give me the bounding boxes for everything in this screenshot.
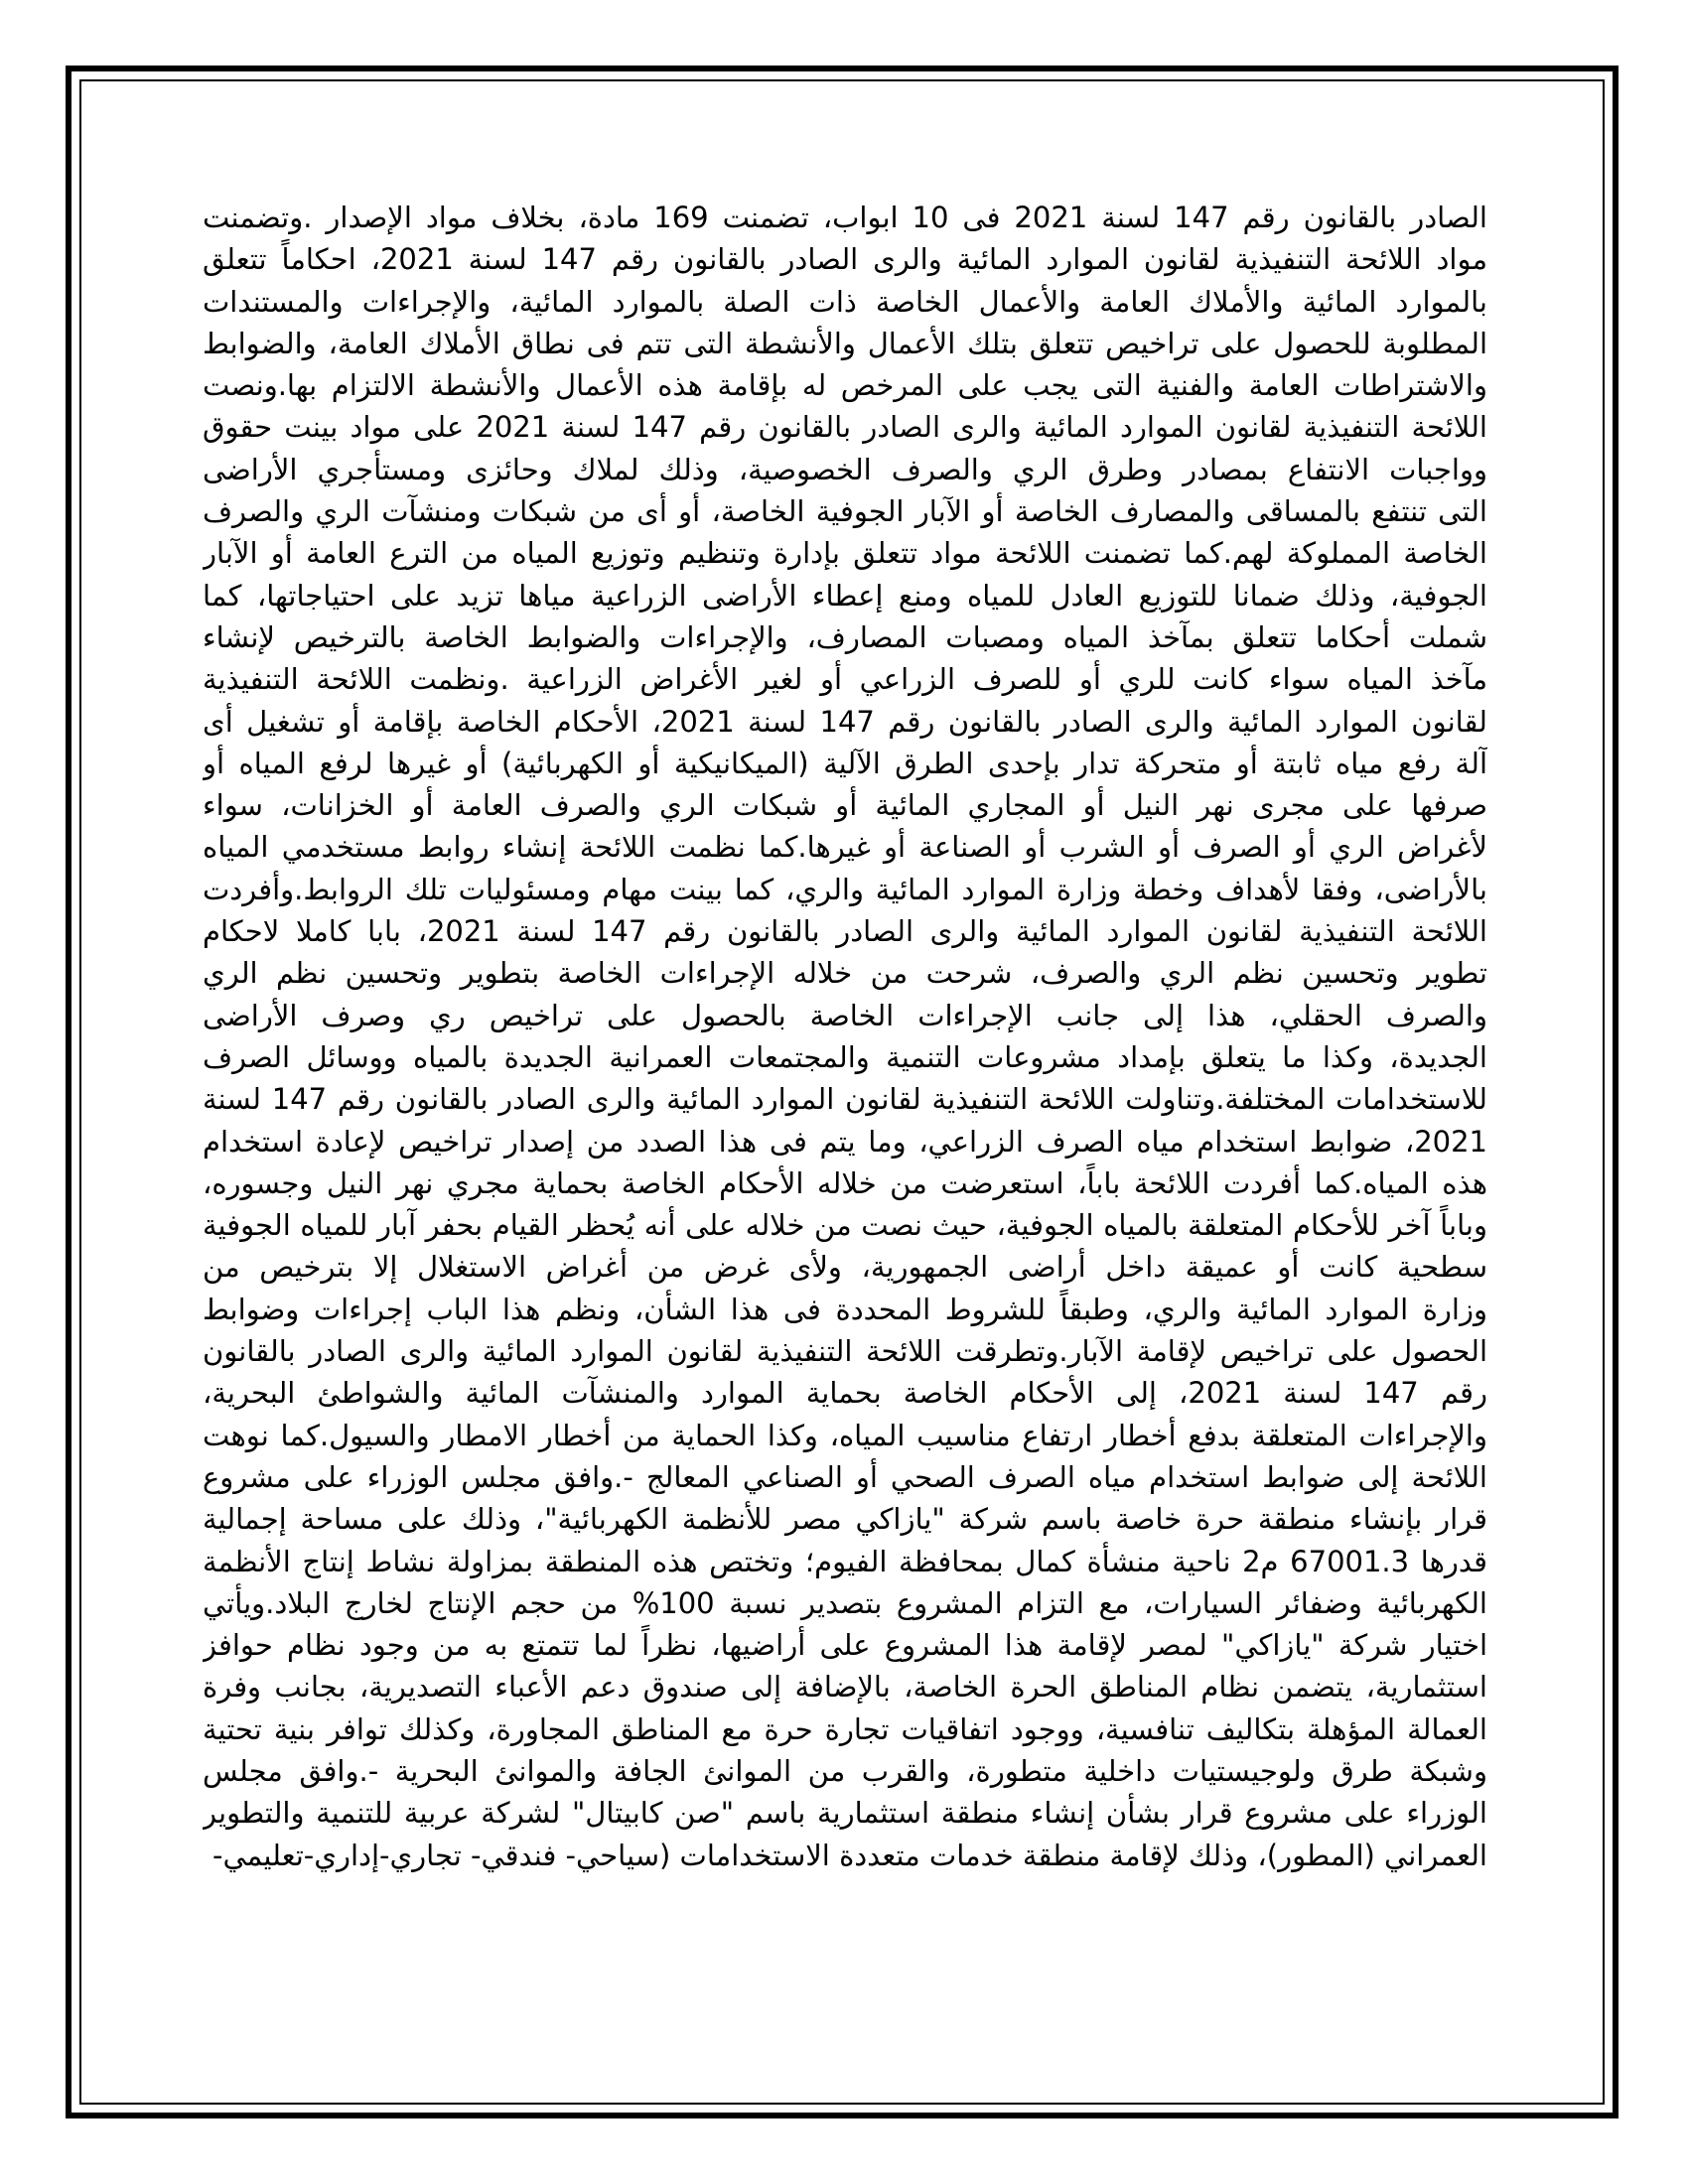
- text-line: اللائحة التنفيذية لقانون الموارد المائية والرى الصادر بالقانون رقم 147 لسنة 2021 على مواد بينت حقوق: [203, 410, 1487, 445]
- text-line: والصرف الحقلي، هذا إلى جانب الإجراءات الخاصة بالحصول على تراخيص ري وصرف الأراضى: [203, 998, 1487, 1032]
- text-line: اختيار شركة "يازاكي" لمصر لإقامة هذا المشروع على أراضيها، نظراً لما تتمتع به من وجود نظام حوافز: [203, 1628, 1487, 1663]
- text-line: صرفها على مجرى نهر النيل أو المجاري المائية أو شبكات الري والصرف العامة أو الخزانات، سواء: [203, 788, 1487, 823]
- text-line: مآخذ المياه سواء كانت للري أو للصرف الزراعي أو لغير الأغراض الزراعية .ونظمت اللائحة التنفيذية: [203, 662, 1487, 697]
- text-line: وزارة الموارد المائية والري، وطبقاً للشروط المحددة فى هذا الشأن، ونظم هذا الباب إجراءات وضوابط: [203, 1292, 1487, 1326]
- text-line: رقم 147 لسنة 2021، إلى الأحكام الخاصة بحماية الموارد والمنشآت المائية والشواطئ البحرية،: [203, 1376, 1487, 1411]
- text-line: والإجراءات المتعلقة بدفع أخطار ارتفاع مناسيب المياه، وكذا الحماية من أخطار الامطار والسيول.كما نوهت: [203, 1418, 1487, 1452]
- text-line: لأغراض الري أو الصرف أو الشرب أو الصناعة أو غيرها.كما نظمت اللائحة إنشاء روابط مستخدمي المياه: [203, 830, 1487, 865]
- text-line: هذه المياه.كما أفردت اللائحة باباً، استعرضت من خلاله الأحكام الخاصة بحماية مجري نهر النيل وجسوره،: [203, 1165, 1487, 1200]
- text-line: استثمارية، يتضمن نظام المناطق الحرة الخاصة، بالإضافة إلى صندوق دعم الأعباء التصديرية، بجانب وفرة: [203, 1670, 1487, 1705]
- text-line: الخاصة المملوكة لهم.كما تضمنت اللائحة مواد تتعلق بإدارة وتنظيم وتوزيع المياه من الترع العامة أو الآبار: [203, 536, 1487, 571]
- text-line: الكهربائية وضفائر السيارات، مع التزام المشروع بتصدير نسبة 100% من حجم الإنتاج لخارج البلاد.ويأتي: [203, 1585, 1487, 1620]
- text-line: التى تنتفع بالمساقى والمصارف الخاصة أو الآبار الجوفية الخاصة، أو أى من شبكات ومنشآت الري والصرف: [203, 494, 1487, 529]
- text-line: بالأراضى، وفقا لأهداف وخطة وزارة الموارد المائية والري، كما بينت مهام ومسئوليات تلك الروابط.وأفردت: [203, 872, 1487, 906]
- text-line: آلة رفع مياه ثابتة أو متحركة تدار بإحدى الطرق الآلية (الميكانيكية أو الكهربائية) أو غيرها لرفع المياه أو: [203, 746, 1487, 780]
- text-line: تطوير وتحسين نظم الري والصرف، شرحت من خلاله الإجراءات الخاصة بتطوير وتحسين نظم الري: [203, 956, 1487, 991]
- text-line: العمالة المؤهلة بتكاليف تنافسية، ووجود اتفاقيات تجارة حرة مع المناطق المجاورة، وكذلك توافر بنية تحتية: [203, 1711, 1487, 1746]
- text-line: والاشتراطات العامة والفنية التى يجب على المرخص له بإقامة هذه الأعمال والأنشطة الالتزام بها.ونصت: [203, 368, 1487, 403]
- text-line: شملت أحكاما تتعلق بمآخذ المياه ومصبات المصارف، والإجراءات والضوابط الخاصة بالترخيص لإنشاء: [203, 619, 1487, 654]
- text-line: مواد اللائحة التنفيذية لقانون الموارد المائية والرى الصادر بالقانون رقم 147 لسنة 2021، احكاماً تتعلق: [203, 242, 1487, 277]
- text-line: الحصول على تراخيص لإقامة الآبار.وتطرقت اللائحة التنفيذية لقانون الموارد المائية والرى الصادر بالقانون: [203, 1334, 1487, 1369]
- text-line: قرار بإنشاء منطقة حرة خاصة باسم شركة "يازاكي مصر للأنظمة الكهربائية"، وذلك على مساحة إجمالية: [203, 1502, 1487, 1537]
- text-line: وواجبات الانتفاع بمصادر وطرق الري والصرف الخصوصية، وذلك لملاك وحائزى ومستأجري الأراضى: [203, 452, 1487, 486]
- text-line: الصادر بالقانون رقم 147 لسنة 2021 فى 10 ابواب، تضمنت 169 مادة، بخلاف مواد الإصدار .وتضمنت: [203, 201, 1487, 234]
- text-line: الوزراء على مشروع قرار بشأن إنشاء منطقة استثمارية باسم "صن كابيتال" لشركة عربية للتنمية والتطوير: [203, 1796, 1487, 1831]
- document-body: [203, 197, 1487, 2013]
- text-line: وباباً آخر للأحكام المتعلقة بالمياه الجوفية، حيث نصت من خلاله على أنه يُحظر القيام بحفر آبار للمياه الجوفية: [203, 1208, 1487, 1243]
- text-line: الجوفية، وذلك ضمانا للتوزيع العادل للمياه ومنع إعطاء الأراضى الزراعية مياها تزيد على احتياجاتها، كما: [203, 578, 1487, 613]
- text-line: اللائحة إلى ضوابط استخدام مياه الصرف الصحي أو الصناعي المعالج -.وافق مجلس الوزراء على مشروع: [203, 1459, 1487, 1494]
- text-line: الجديدة، وكذا ما يتعلق بإمداد مشروعات التنمية والمجتمعات العمرانية الجديدة بالمياه ووسائل الصرف: [203, 1039, 1487, 1074]
- text-line: 2021، ضوابط استخدام مياه الصرف الزراعي، وما يتم فى هذا الصدد من إصدار تراخيص لإعادة استخدام: [203, 1124, 1487, 1159]
- text-line: للاستخدامات المختلفة.وتناولت اللائحة التنفيذية لقانون الموارد المائية والرى الصادر بالقانون رقم 147 لسنة: [203, 1082, 1487, 1117]
- text-line: بالموارد المائية والأملاك العامة والأعمال الخاصة ذات الصلة بالموارد المائية، والإجراءات والمستندات: [203, 284, 1487, 319]
- text-line: قدرها 67001.3 م2 ناحية منشأة كمال بمحافظة الفيوم؛ وتختص هذه المنطقة بمزاولة نشاط إنتاج الأنظمة: [203, 1544, 1487, 1578]
- text-line: العمراني (المطور)، وذلك لإقامة منطقة خدمات متعددة الاستخدامات (سياحي- فندقي- تجاري-إداري-تعليمي-: [211, 1838, 1487, 1872]
- text-line: اللائحة التنفيذية لقانون الموارد المائية والرى الصادر بالقانون رقم 147 لسنة 2021، بابا كاملا لاحكام: [203, 914, 1487, 949]
- text-line: لقانون الموارد المائية والرى الصادر بالقانون رقم 147 لسنة 2021، الأحكام الخاصة بإقامة أو تشغيل أى: [203, 704, 1487, 739]
- text-line: سطحية كانت أو عميقة داخل أراضى الجمهورية، ولأى غرض من أغراض الاستغلال إلا بترخيص من: [203, 1250, 1487, 1285]
- text-line: وشبكة طرق ولوجيستيات داخلية متطورة، والقرب من الموانئ الجافة والموانئ البحرية -.وافق مجلس: [203, 1753, 1487, 1788]
- text-line: المطلوبة للحصول على تراخيص تتعلق بتلك الأعمال والأنشطة التى تتم فى نطاق الأملاك العامة، والضوابط: [203, 326, 1487, 360]
